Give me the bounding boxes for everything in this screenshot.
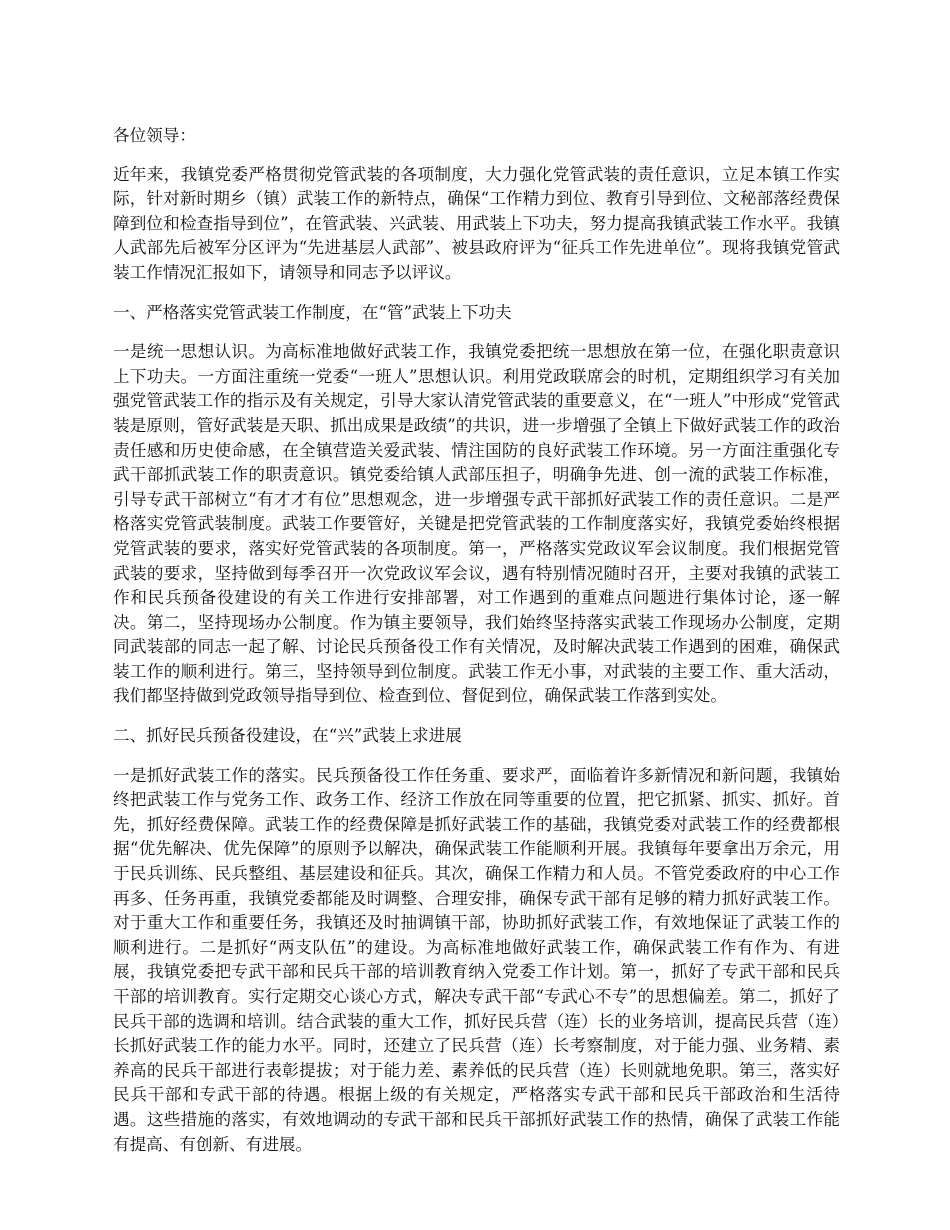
document-body xyxy=(113,124,840,1172)
section-body-2: 一是抓好武装工作的落实。民兵预备役工作任务重、要求严，面临着许多新情况和新问题，我镇始终把武装工作与党务工作、政务工作、经济工作放在同等重要的位置，把它抓紧、抓实、抓好。首先，抓好经费保障。武装工作的经费保障是抓好武装工作的基础，我镇党委对武装工作的经费都根据“优先解决、优先保障”的原则予以解决，确保武装工作能顺利开展。我镇每年要拿出万余元，用于民兵训练、民兵整组、基层建设和征兵。其次，确保工作精力和人员。不管党委政府的中心工作再多、任务再重，我镇党委都能及时调整、合理安排，确保专武干部有足够的精力抓好武装工作。对于重大工作和重要任务，我镇还及时抽调镇干部，协助抓好武装工作，有效地保证了武装工作的顺利进行。二是抓好“两支队伍”的建设。为高标准地做好武装工作，确保武装工作有作为、有进展，我镇党委把专武干部和民兵干部的培训教育纳入党委工作计划。第一，抓好了专武干部和民兵干部的培训教育。实行定期交心谈心方式，解决专武干部“专武心不专”的思想偏差。第二，抓好了民兵干部的选调和培训。结合武装的重大工作，抓好民兵营（连）长的业务培训，提高民兵营（连）长抓好武装工作的能力水平。同时，还建立了民兵营（连）长考察制度，对于能力强、业务精、素养高的民兵干部进行表彰提拔；对于能力差、素养低的民兵营（连）长则就地免职。第三，落实好民兵干部和专武干部的待遇。根据上级的有关规定，严格落实专武干部和民兵干部政治和生活待遇。这些措施的落实，有效地调动的专武干部和民兵干部抓好武装工作的热情，确保了武装工作能有提高、有创新、有进展。 xyxy=(113,765,840,1154)
section-body-1: 一是统一思想认识。为高标准地做好武装工作，我镇党委把统一思想放在第一位，在强化职责意识上下功夫。一方面注重统一党委“一班人”思想认识。利用党政联席会的时机，定期组织学习有关加强党管武装工作的指示及有关规定，引导大家认清党管武装的重要意义，在“一班人”中形成“党管武装是原则，管好武装是天职、抓出成果是政绩”的共识，进一步增强了全镇上下做好武装工作的政治责任感和历史使命感，在全镇营造关爱武装、情注国防的良好武装工作环境。另一方面注重强化专武干部抓武装工作的职责意识。镇党委给镇人武部压担子，明确争先进、创一流的武装工作标准，引导专武干部树立“有才才有位”思想观念，进一步增强专武干部抓好武装工作的责任意识。二是严格落实党管武装制度。武装工作要管好，关键是把党管武装的工作制度落实好，我镇党委始终根据党管武装的要求，落实好党管武装的各项制度。第一，严格落实党政议军会议制度。我们根据党管武装的要求，坚持做到每季召开一次党政议军会议，遇有特别情况随时召开，主要对我镇的武装工作和民兵预备役建设的有关工作进行安排部署，对工作遇到的重难点问题进行集体讨论，逐一解决。第二，坚持现场办公制度。作为镇主要领导，我们始终坚持落实武装工作现场办公制度，定期同武装部的同志一起了解、讨论民兵预备役工作有关情况，及时解决武装工作遇到的困难，确保武装工作的顺利进行。第三，坚持领导到位制度。武装工作无小事，对武装的主要工作、重大活动，我们都坚持做到党政领导指导到位、检查到位、督促到位，确保武装工作落到实处。 xyxy=(113,342,840,706)
salutation: 各位领导： xyxy=(113,126,196,145)
intro-paragraph: 近年来，我镇党委严格贯彻党管武装的各项制度，大力强化党管武装的责任意识，立足本镇工作实际，针对新时期乡（镇）武装工作的新特点，确保“工作精力到位、教育引导到位、文秘部落经费保障到位和检查指导到位”，在管武装、兴武装、用武装上下功夫，努力提高我镇武装工作水平。我镇人武部先后被军分区评为“先进基层人武部”、被县政府评为“征兵工作先进单位”。现将我镇党管武装工作情况汇报如下，请领导和同志予以评议。 xyxy=(113,164,840,282)
section-heading-2: 二、抓好民兵预备役建设，在“兴”武装上求进展 xyxy=(113,726,462,746)
section-heading-1: 一、严格落实党管武装工作制度，在“管”武装上下功夫 xyxy=(113,302,512,322)
